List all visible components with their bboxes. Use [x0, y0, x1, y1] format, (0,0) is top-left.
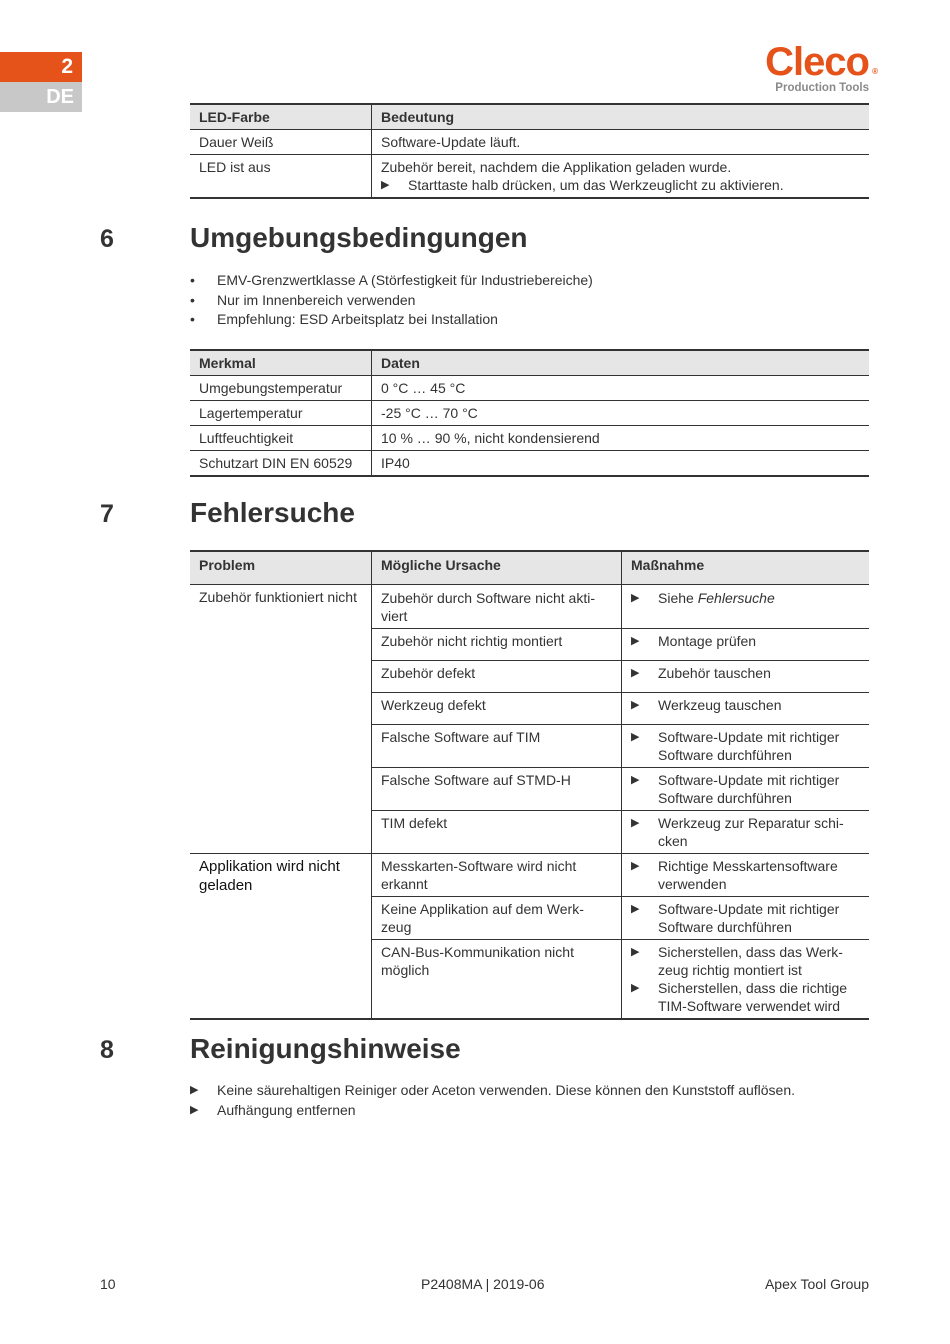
ts-header-cause: Mögliche Ursache	[372, 551, 622, 585]
ts-cause-cell: Messkarten-Software wird nicht erkannt	[372, 854, 622, 897]
led-color-cell: LED ist aus	[190, 155, 372, 199]
section-6-bullet-list	[190, 271, 593, 330]
env-data-cell: -25 °C … 70 °C	[372, 401, 870, 426]
led-meaning-cell: Software-Update läuft.	[372, 130, 870, 155]
ts-action-text: Montage prüfen	[658, 633, 757, 649]
arrow-icon: ▶	[631, 982, 640, 994]
list-item	[190, 310, 593, 330]
ts-cause-cell: TIM defekt	[372, 811, 622, 854]
section-6-number: 6	[100, 225, 114, 253]
led-meaning-cell	[372, 155, 870, 199]
list-item	[190, 271, 593, 291]
ts-cause-cell: Falsche Software auf STMD-H	[372, 768, 622, 811]
ts-action-text: Werkzeug zur Reparatur schi-cken	[658, 815, 844, 849]
arrow-icon: ▶	[631, 860, 640, 872]
table-row	[190, 401, 869, 426]
ts-action-cell	[622, 897, 870, 940]
ts-cause-cell: Zubehör durch Software nicht akti-viert	[372, 585, 622, 629]
ts-action-cell	[622, 629, 870, 661]
section-7-title: Fehlersuche	[190, 497, 355, 528]
table-row	[190, 130, 869, 155]
ts-cause-cell: Zubehör nicht richtig montiert	[372, 629, 622, 661]
arrow-icon: ▶	[631, 946, 640, 958]
section-8-instruction-list	[190, 1081, 795, 1120]
env-header-data: Daten	[372, 350, 870, 376]
table-row	[190, 585, 869, 629]
ts-action-text: Software-Update mit richtiger Software durchführen	[658, 729, 840, 763]
troubleshooting-table	[190, 550, 869, 1020]
ts-problem-cell: Zubehör funktioniert nicht	[190, 585, 372, 854]
arrow-icon: ▶	[190, 1103, 199, 1116]
env-data-cell: IP40	[372, 451, 870, 477]
env-header-feature: Merkmal	[190, 350, 372, 376]
ts-action-cell	[622, 693, 870, 725]
section-6-title: Umgebungsbedingungen	[190, 222, 528, 253]
language-tab: DE	[0, 82, 82, 112]
ts-action-text: Sicherstellen, dass die richtige TIM-Software verwendet wird	[658, 980, 848, 1014]
ts-action-cell	[622, 811, 870, 854]
ts-action-text: Richtige Messkartensoftware verwenden	[658, 858, 838, 892]
footer-page-number: 10	[100, 1276, 116, 1292]
ts-action-text: Sicherstellen, dass das Werk-zeug richtig montiert ist	[658, 944, 843, 978]
list-item	[190, 1081, 795, 1101]
cleco-logo	[765, 40, 877, 94]
section-7-number: 7	[100, 500, 114, 528]
chapter-number-tab: 2	[0, 52, 82, 82]
list-item	[190, 291, 593, 311]
environment-table	[190, 349, 869, 477]
ts-action-text: Werkzeug tauschen	[658, 697, 782, 713]
bullet-text: Nur im Innenbereich verwenden	[217, 291, 416, 308]
ts-action-cell	[622, 661, 870, 693]
arrow-icon: ▶	[631, 699, 640, 711]
ts-action-cell	[622, 585, 870, 629]
ts-action-text: Siehe	[658, 590, 698, 606]
ts-action-cell	[622, 725, 870, 768]
table-row	[190, 376, 869, 401]
section-8-number: 8	[100, 1036, 114, 1064]
arrow-icon: ▶	[631, 903, 640, 915]
table-row	[190, 451, 869, 477]
led-action-text: Starttaste halb drücken, um das Werkzeuglicht zu aktivieren.	[408, 177, 784, 193]
ts-action-cell	[622, 940, 870, 1020]
arrow-icon: ▶	[631, 774, 640, 786]
ts-cause-cell: Werkzeug defekt	[372, 693, 622, 725]
ts-cause-cell: Keine Applikation auf dem Werk-zeug	[372, 897, 622, 940]
ts-cause-cell: Falsche Software auf TIM	[372, 725, 622, 768]
ts-header-action: Maßnahme	[622, 551, 870, 585]
env-feature-cell: Umgebungstemperatur	[190, 376, 372, 401]
table-row	[190, 854, 869, 897]
logo-brand: Cleco	[765, 40, 869, 84]
table-row	[190, 155, 869, 199]
ts-action-text: Zubehör tauschen	[658, 665, 771, 681]
bullet-icon: •	[190, 311, 195, 327]
led-color-cell: Dauer Weiß	[190, 130, 372, 155]
troubleshooting-table-header	[190, 551, 869, 585]
logo-subtitle: Production Tools	[775, 82, 869, 94]
arrow-icon: ▶	[631, 592, 640, 604]
ts-action-text: Software-Update mit richtiger Software durchführen	[658, 901, 840, 935]
list-item	[190, 1101, 795, 1121]
table-row	[190, 426, 869, 451]
env-feature-cell: Schutzart DIN EN 60529	[190, 451, 372, 477]
ts-action-text: Software-Update mit richtiger Software durchführen	[658, 772, 840, 806]
bullet-text: EMV-Grenzwertklasse A (Störfestigkeit für Industriebereiche)	[217, 272, 593, 288]
ts-problem-cell: Applikation wird nicht geladen	[190, 854, 372, 1020]
logo-registered-mark: ®	[872, 67, 877, 76]
led-table	[190, 103, 869, 199]
instruction-text: Aufhängung entfernen	[217, 1101, 356, 1118]
led-header-meaning: Bedeutung	[372, 104, 870, 130]
ts-cause-cell: Zubehör defekt	[372, 661, 622, 693]
arrow-icon: ▶	[190, 1084, 199, 1096]
instruction-text: Keine säurehaltigen Reiniger oder Aceton verwenden. Diese können den Kunststoff auflösen.	[217, 1082, 796, 1098]
ts-action-link-text: Fehlersuche	[697, 590, 775, 606]
env-data-cell: 10 % … 90 %, nicht kondensierend	[372, 426, 870, 451]
arrow-icon: ▶	[631, 667, 640, 679]
led-header-color: LED-Farbe	[190, 104, 372, 130]
section-8-title: Reinigungshinweise	[190, 1033, 461, 1064]
bullet-text: Empfehlung: ESD Arbeitsplatz bei Installation	[217, 311, 498, 327]
ts-action-cell	[622, 854, 870, 897]
arrow-icon: ▶	[381, 179, 390, 191]
env-feature-cell: Lagertemperatur	[190, 401, 372, 426]
led-table-header	[190, 104, 869, 130]
bullet-icon: •	[190, 291, 195, 308]
ts-action-cell	[622, 768, 870, 811]
ts-header-problem: Problem	[190, 551, 372, 585]
arrow-icon: ▶	[631, 731, 640, 743]
ts-cause-cell: CAN-Bus-Kommunikation nicht möglich	[372, 940, 622, 1020]
bullet-icon: •	[190, 272, 195, 288]
led-meaning-text: Zubehör bereit, nachdem die Applikation geladen wurde.	[381, 159, 732, 175]
env-feature-cell: Luftfeuchtigkeit	[190, 426, 372, 451]
environment-table-header	[190, 350, 869, 376]
env-data-cell: 0 °C … 45 °C	[372, 376, 870, 401]
arrow-icon: ▶	[631, 635, 640, 647]
footer-document-id: P2408MA | 2019-06	[421, 1276, 545, 1292]
arrow-icon: ▶	[631, 817, 640, 829]
footer-company: Apex Tool Group	[764, 1276, 869, 1292]
